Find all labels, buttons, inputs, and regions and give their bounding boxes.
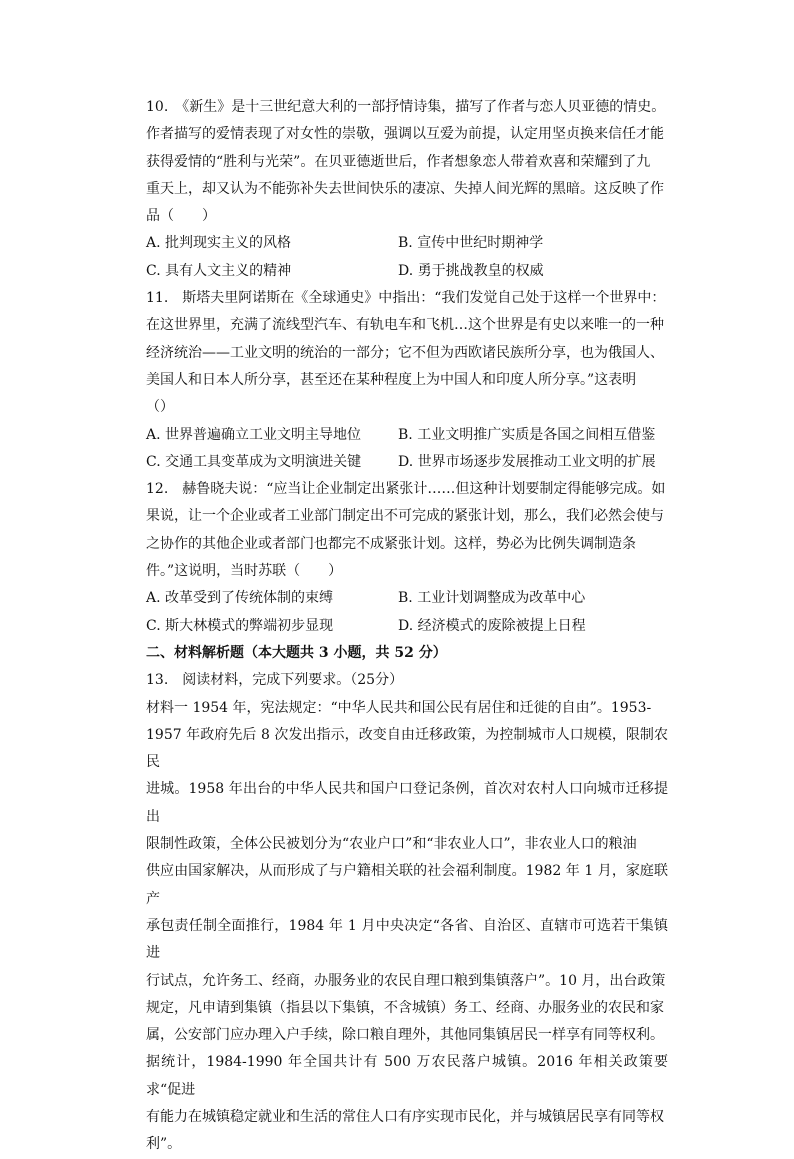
question-13-line: 规定，凡申请到集镇（指县以下集镇，不含城镇）务工、经商、办服务业的农民和家 <box>146 999 664 1016</box>
question-11-options <box>146 422 668 477</box>
question-10-line: 重天上，却又认为不能弥补失去世间快乐的凄凉、失掉人间光辉的黑暗。这反映了作 <box>146 180 664 197</box>
question-10-line: 作者描写的爱情表现了对女性的崇敬，强调以互爱为前提，认定用坚贞换来信任才能 <box>146 126 664 143</box>
question-13-line: 行试点，允许务工、经商，办服务业的农民自理口粮到集镇落户”。10 月，出台政策 <box>146 972 666 989</box>
option-a: A. 批判现实主义的风格 <box>146 235 292 252</box>
option-a: A. 世界普遍确立工业文明主导地位 <box>146 426 362 443</box>
option-b: B. 工业文明推广实质是各国之间相互借鉴 <box>398 426 656 443</box>
question-12-line: 12. 赫鲁晓夫说：“应当让企业制定出紧张计……但这种计划要制定得能够完成。如 <box>146 481 666 498</box>
question-13-line: 13. 阅读材料，完成下列要求。（25分） <box>146 672 404 689</box>
question-13-line: 限制性政策，全体公民被划分为“农业户口”和“非农业人口”，非农业人口的粮油 <box>146 836 637 853</box>
question-13-line: 1957 年政府先后 8 次发出指示，改变自由迁移政策，为控制城市人口规模，限制农民 <box>146 726 668 771</box>
question-13-line: 材料一 1954 年，宪法规定：“中华人民共和国公民有居住和迁徙的自由”。1953- <box>146 699 652 716</box>
option-d: D. 经济模式的废除被提上日程 <box>398 617 586 634</box>
question-13-line: 承包责任制全面推行，1984 年 1 月中央决定“各省、自治区、直辖市可选若干集镇进 <box>146 917 668 962</box>
option-c: C. 交通工具变革成为文明演进关键 <box>146 453 362 470</box>
option-c: C. 斯大林模式的弊端初步显现 <box>146 617 334 634</box>
question-13 <box>146 667 668 1158</box>
question-13-line: 进城。1958 年出台的中华人民共和国户口登记条例，首次对农村人口向城市迁移提出 <box>146 781 668 825</box>
question-12-options <box>146 585 668 640</box>
question-11-line: 在这世界里，充满了流线型汽车、有轨电车和飞机…这个世界是有史以来唯一的一种 <box>146 317 664 334</box>
option-c: C. 具有人文主义的精神 <box>146 262 292 279</box>
option-a: A. 改革受到了传统体制的束缚 <box>146 590 334 607</box>
question-10-line: 获得爱情的“胜利与光荣”。在贝亚德逝世后，作者想象恋人带着欢喜和荣耀到了九 <box>146 153 651 170</box>
question-10-line: 品（ ） <box>146 208 216 225</box>
question-12-line: 果说，让一个企业或者工业部门制定出不可完成的紧张计划，那么，我们必然会使与 <box>146 508 664 525</box>
question-11 <box>146 285 668 476</box>
question-11-line: 美国人和日本人所分享，甚至还在某种程度上为中国人和印度人所分享。”这表明 <box>146 371 637 388</box>
question-11-line: （） <box>146 399 174 416</box>
exam-content <box>146 94 668 1159</box>
question-13-line: 属，公安部门应办理入户手续，除口粮自理外，其他同集镇居民一样享有同等权利。 <box>146 1027 664 1044</box>
question-10 <box>146 94 668 285</box>
option-b: B. 工业计划调整成为改革中心 <box>398 590 586 607</box>
question-12 <box>146 476 668 640</box>
question-13-line: 供应由国家解决，从而形成了与户籍相关联的社会福利制度。1982 年 1 月，家庭联产 <box>146 863 668 907</box>
option-d: D. 世界市场逐步发展推动工业文明的扩展 <box>398 453 656 470</box>
section-heading: 二、材料解析题（本大题共 3 小题，共 52 分） <box>146 644 447 661</box>
question-13-line: 有能力在城镇稳定就业和生活的常住人口有序实现市民化，并与城镇居民享有同等权 <box>146 1108 664 1125</box>
option-b: B. 宣传中世纪时期神学 <box>398 235 544 252</box>
question-13-line: 据统计，1984-1990 年全国共计有 500 万农民落户城镇。2016 年相关政策要求“促进 <box>146 1054 668 1098</box>
question-10-options <box>146 230 668 285</box>
question-11-line: 11. 斯塔夫里阿诺斯在《全球通史》中指出：“我们发觉自己处于这样一个世界中： <box>146 290 666 307</box>
option-d: D. 勇于挑战教皇的权威 <box>398 262 544 279</box>
question-11-line: 经济统治——工业文明的统治的一部分；它不但为西欧诸民族所分享，也为俄国人、 <box>146 344 664 361</box>
question-10-line: 10. 《新生》是十三世纪意大利的一部抒情诗集，描写了作者与恋人贝亚德的情史。 <box>146 99 666 115</box>
question-12-line: 件。”这说明，当时苏联（ ） <box>146 563 343 580</box>
question-13-line: 利”。 <box>146 1136 182 1153</box>
question-12-line: 之协作的其他企业或者部门也都完不成紧张计划。这样，势必为比例失调制造条 <box>146 535 636 552</box>
